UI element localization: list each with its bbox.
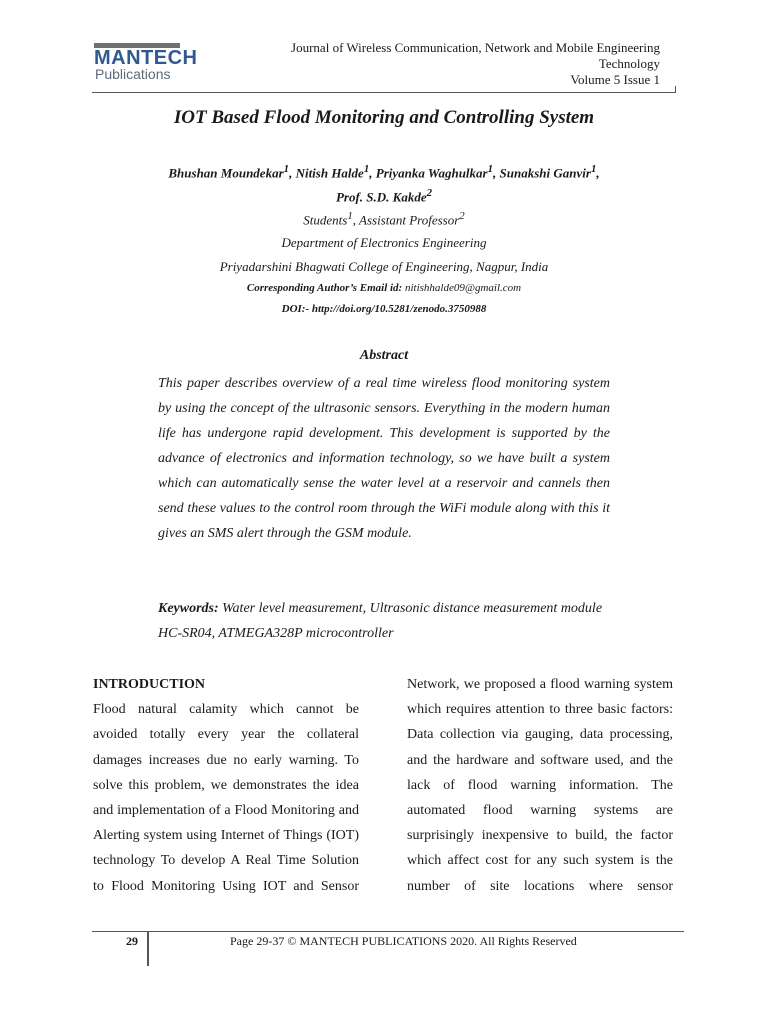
footer-rule xyxy=(92,931,684,932)
header-rule xyxy=(92,92,676,93)
keywords-text: Water level measurement, Ultrasonic distance measurement module HC-SR04, ATMEGA328P microcontroller xyxy=(158,601,603,641)
author-affiliation-mark: 2 xyxy=(426,187,433,199)
college: Priyadarshini Bhagwati College of Engineering, Nagpur, India xyxy=(219,259,549,274)
header-rule-tick xyxy=(675,86,676,93)
corresponding-email xyxy=(0,282,768,294)
role-assistant-mark: 2 xyxy=(459,210,465,222)
author-list-line2 xyxy=(0,187,768,205)
abstract-text: This paper describes overview of a real time wireless flood monitoring system by using the concept of the ultrasonic sensors. Everything in the modern human life has undergone rapid development. This development is supported by the advance of electronics and information technology, so we have built a system which can automatically sense the water level at a reservoir and cannels then send these values to the control room through the WiFi module along with this it gives an SMS alert through the GSM module. xyxy=(158,376,610,541)
intro-text-right: Network, we proposed a flood warning system which requires attention to three basic factors: Data collection via gauging, data processing, and the hardware and software used, and the lack of flood warning information. The automated flood warning systems are surprisingly inexpensive to build, the factor which affect cost for any such system is the number of site locations where sensor xyxy=(407,677,673,894)
logo-sub-text: Publications xyxy=(95,66,171,82)
author-affiliation-mark: 1 xyxy=(590,163,597,175)
role-students-mark: 1 xyxy=(347,210,353,222)
paper-title: IOT Based Flood Monitoring and Controlling System xyxy=(173,107,595,128)
journal-name-line2: Technology xyxy=(598,56,660,71)
logo-main-text: MANTECH xyxy=(94,47,198,69)
intro-column-left xyxy=(93,672,359,899)
doi: DOI:- http://doi.org/10.5281/zenodo.3750988 xyxy=(281,303,487,315)
footer-divider xyxy=(147,931,149,966)
keywords-label: Keywords: xyxy=(158,601,219,616)
intro-heading: INTRODUCTION xyxy=(93,677,206,692)
intro-column-right xyxy=(407,672,673,899)
journal-name-line1: Journal of Wireless Communication, Network and Mobile Engineering xyxy=(291,40,660,55)
author-affiliation-mark: 1 xyxy=(487,163,494,175)
author-roles: Students$^1$, Assistant Professor$^2$ xyxy=(303,210,465,228)
role-students: Students xyxy=(303,212,348,228)
role-assistant: Assistant Professor xyxy=(359,212,460,228)
author-list: Bhushan Moundekar$^1$, Nitish Halde$^1$, Priyanka Waghulkar$^1$, Sunakshi Ganvir$^1$, xyxy=(168,163,600,181)
author-name: Nitish Halde xyxy=(295,165,364,181)
department: Department of Electronics Engineering xyxy=(281,235,487,250)
intro-text-left: Flood natural calamity which cannot be avoided totally every year the collateral damages increases due no early warning. To solve this problem, we demonstrates the idea and implementation of a Flood Monitoring and Alerting system using Internet of Things (IOT) technology To develop A Real Time Solution to Flood Monitoring Using IOT and Sensor xyxy=(93,702,359,894)
journal-header xyxy=(230,40,660,88)
author-affiliation-mark: 1 xyxy=(283,163,290,175)
copyright: Page 29-37 © MANTECH PUBLICATIONS 2020. All Rights Reserved xyxy=(230,934,577,948)
publisher-logo xyxy=(94,43,198,83)
author-name: Prof. S.D. Kakde xyxy=(335,189,427,205)
author-name: Sunakshi Ganvir xyxy=(499,165,591,181)
abstract-heading: Abstract xyxy=(359,348,409,363)
author-affiliation-mark: 1 xyxy=(363,163,370,175)
email-address: nitishhalde09@gmail.com xyxy=(404,282,522,294)
journal-volume: Volume 5 Issue 1 xyxy=(570,72,660,87)
keywords xyxy=(158,596,610,646)
author-name: Priyanka Waghulkar xyxy=(375,165,488,181)
page-number: 29 xyxy=(126,934,138,948)
author-name: Bhushan Moundekar xyxy=(168,165,284,181)
email-label: Corresponding Author’s Email id: xyxy=(246,282,403,294)
